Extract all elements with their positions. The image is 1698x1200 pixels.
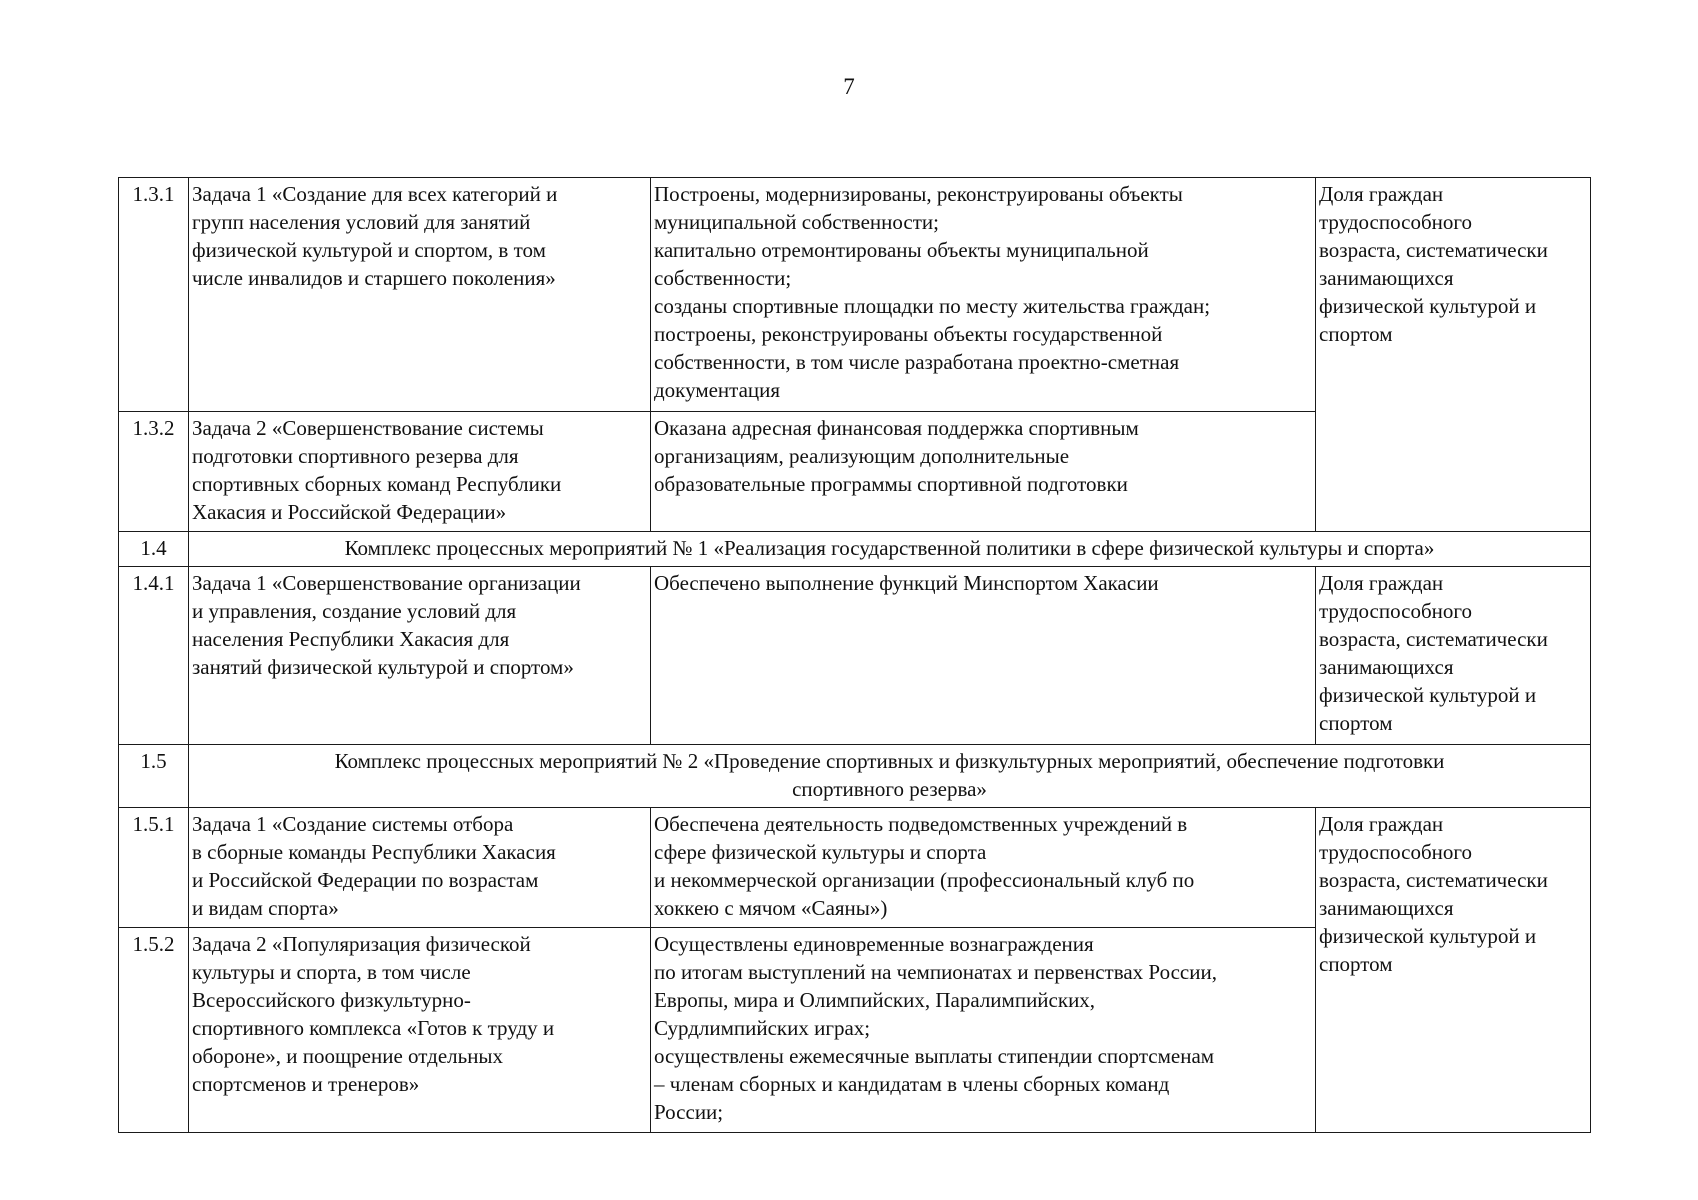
result-line: сфере физической культуры и спорта — [654, 840, 987, 864]
task-line: населения Республики Хакасия для — [192, 627, 510, 651]
table-row — [119, 808, 1591, 928]
task-line: Хакасия и Российской Федерации» — [192, 500, 507, 524]
result-line: по итогам выступлений на чемпионатах и первенствах России, — [654, 960, 1217, 984]
task-line: Задача 2 «Совершенствование системы — [192, 416, 544, 440]
task-line: обороне», и поощрение отдельных — [192, 1044, 504, 1068]
task-line: Всероссийского физкультурно- — [192, 988, 471, 1012]
result-line: Европы, мира и Олимпийских, Паралимпийских, — [654, 988, 1096, 1012]
indicator-line: занимающихся — [1319, 896, 1454, 920]
task-line: в сборные команды Республики Хакасия — [192, 840, 556, 864]
task-line: и управления, создание условий для — [192, 599, 517, 623]
result-line: муниципальной собственности; — [654, 210, 939, 234]
indicator-line: Доля граждан — [1319, 182, 1444, 206]
complex-title-line: Комплекс процессных мероприятий № 2 «Проведение спортивных и физкультурных мероприятий, обеспечение подготовки — [334, 749, 1445, 773]
indicator-line: физической культурой и — [1319, 683, 1537, 707]
result-line: Оказана адресная финансовая поддержка спортивным — [654, 416, 1139, 440]
result-line: собственности; — [654, 266, 792, 290]
indicator-cell — [1316, 178, 1591, 532]
task-line: Задача 2 «Популяризация физической — [192, 932, 531, 956]
result-line: Осуществлены единовременные вознаграждения — [654, 932, 1094, 956]
result-line: созданы спортивные площадки по месту жительства граждан; — [654, 294, 1211, 318]
indicator-line: спортом — [1319, 711, 1393, 735]
task-cell — [189, 808, 651, 928]
result-line: России; — [654, 1100, 724, 1124]
table-row — [119, 532, 1591, 567]
task-line: спортивных сборных команд Республики — [192, 472, 562, 496]
task-line: спортсменов и тренеров» — [192, 1072, 420, 1096]
result-line: построены, реконструированы объекты государственной — [654, 322, 1163, 346]
task-line: Задача 1 «Создание системы отбора — [192, 812, 514, 836]
result-line: документация — [654, 378, 781, 402]
task-line: числе инвалидов и старшего поколения» — [192, 266, 556, 290]
result-cell — [651, 178, 1316, 412]
complex-title — [189, 745, 1591, 808]
indicator-line: возраста, систематически — [1319, 238, 1548, 262]
indicator-line: физической культурой и — [1319, 294, 1537, 318]
row-number: 1.4 — [119, 532, 189, 567]
indicator-line: возраста, систематически — [1319, 868, 1548, 892]
indicator-line: трудоспособного — [1319, 599, 1472, 623]
task-line: спортивного комплекса «Готов к труду и — [192, 1016, 555, 1040]
result-cell — [651, 412, 1316, 532]
indicator-line: занимающихся — [1319, 266, 1454, 290]
result-cell — [651, 567, 1316, 745]
indicator-line: спортом — [1319, 322, 1393, 346]
result-line: осуществлены ежемесячные выплаты стипендии спортсменам — [654, 1044, 1215, 1068]
task-line: культуры и спорта, в том числе — [192, 960, 471, 984]
table-row — [119, 745, 1591, 808]
row-number: 1.5 — [119, 745, 189, 808]
result-line: Обеспечена деятельность подведомственных учреждений в — [654, 812, 1188, 836]
complex-title-line: спортивного резерва» — [792, 777, 987, 801]
page-number: 7 — [843, 74, 855, 99]
indicator-line: занимающихся — [1319, 655, 1454, 679]
program-structure-table — [118, 177, 1591, 1133]
task-line: Задача 1 «Создание для всех категорий и — [192, 182, 558, 206]
indicator-line: трудоспособного — [1319, 840, 1472, 864]
result-line: образовательные программы спортивной подготовки — [654, 472, 1128, 496]
indicator-line: трудоспособного — [1319, 210, 1472, 234]
result-cell — [651, 928, 1316, 1133]
row-number: 1.3.2 — [119, 412, 189, 532]
indicator-cell — [1316, 808, 1591, 1133]
indicator-line: возраста, систематически — [1319, 627, 1548, 651]
complex-title: Комплекс процессных мероприятий № 1 «Реализация государственной политики в сфере физической культуры и спорта» — [189, 532, 1591, 567]
row-number: 1.5.2 — [119, 928, 189, 1133]
task-line: занятий физической культурой и спортом» — [192, 655, 574, 679]
task-line: групп населения условий для занятий — [192, 210, 531, 234]
task-cell — [189, 567, 651, 745]
row-number: 1.4.1 — [119, 567, 189, 745]
result-line: и некоммерческой организации (профессиональный клуб по — [654, 868, 1195, 892]
result-line: – членам сборных и кандидатам в члены сборных команд — [654, 1072, 1170, 1096]
result-line: Построены, модернизированы, реконструированы объекты — [654, 182, 1183, 206]
task-cell — [189, 928, 651, 1133]
table-row — [119, 178, 1591, 412]
row-number: 1.5.1 — [119, 808, 189, 928]
task-cell — [189, 178, 651, 412]
result-cell — [651, 808, 1316, 928]
table-row — [119, 567, 1591, 745]
indicator-line: физической культурой и — [1319, 924, 1537, 948]
task-line: и Российской Федерации по возрастам — [192, 868, 539, 892]
task-line: физической культурой и спортом, в том — [192, 238, 546, 262]
result-line: организациям, реализующим дополнительные — [654, 444, 1070, 468]
task-cell — [189, 412, 651, 532]
indicator-line: Доля граждан — [1319, 571, 1444, 595]
indicator-line: Доля граждан — [1319, 812, 1444, 836]
indicator-line: спортом — [1319, 952, 1393, 976]
indicator-cell — [1316, 567, 1591, 745]
row-number: 1.3.1 — [119, 178, 189, 412]
result-line: капитально отремонтированы объекты муниципальной — [654, 238, 1149, 262]
task-line: подготовки спортивного резерва для — [192, 444, 519, 468]
result-line: собственности, в том числе разработана проектно-сметная — [654, 350, 1180, 374]
task-line: Задача 1 «Совершенствование организации — [192, 571, 581, 595]
result-line: Обеспечено выполнение функций Минспортом Хакасии — [654, 571, 1159, 595]
task-line: и видам спорта» — [192, 896, 339, 920]
result-line: Сурдлимпийских играх; — [654, 1016, 871, 1040]
result-line: хоккею с мячом «Саяны») — [654, 896, 888, 920]
